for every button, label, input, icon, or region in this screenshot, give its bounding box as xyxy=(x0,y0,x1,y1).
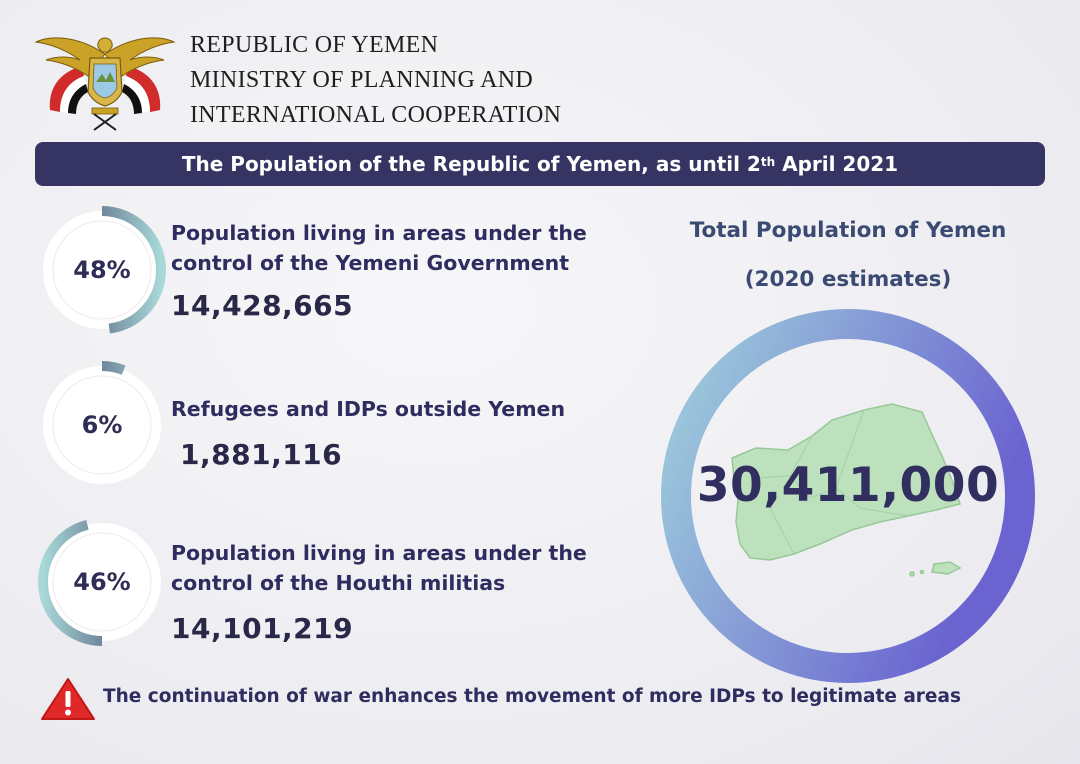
banner-title-start: The Population of the Republic of Yemen, as until 2 xyxy=(181,152,761,176)
title-banner: The Population of the Republic of Yemen, as until 2 $^{th}$ April 2021 xyxy=(35,142,1045,186)
total-title-line-2: (2020 estimates) xyxy=(744,267,952,292)
stat-label-government-line-2: control of the Yemeni Government xyxy=(171,251,569,275)
stat-label-houthi xyxy=(171,538,587,598)
ministry-line-1: REPUBLIC OF YEMEN xyxy=(190,32,439,58)
stat-label-houthi-line-1: Population living in areas under the xyxy=(171,541,587,565)
stat-percent-refugees: 6% xyxy=(81,411,123,439)
stat-value-houthi: 14,101,219 xyxy=(171,612,354,645)
crossed-banners xyxy=(94,114,116,130)
total-title-line-1: Total Population of Yemen xyxy=(689,218,1007,243)
ministry-name xyxy=(190,28,561,133)
stat-value-government: 14,428,665 xyxy=(171,289,354,322)
ministry-line-3: INTERNATIONAL COOPERATION xyxy=(190,102,562,128)
stat-percent-houthi: 46% xyxy=(73,568,131,596)
stat-value-refugees: 1,881,116 xyxy=(180,438,343,471)
total-population-value: 30,411,000 xyxy=(696,458,1000,513)
stat-label-refugees-line-1: Refugees and IDPs outside Yemen xyxy=(171,397,566,421)
yemen-eagle-emblem-icon xyxy=(30,30,180,134)
flag-right xyxy=(122,66,160,114)
stat-label-houthi-line-2: control of the Houthi militias xyxy=(171,571,506,595)
ministry-line-2: MINISTRY OF PLANNING AND xyxy=(190,67,534,93)
flag-left xyxy=(50,66,88,114)
warning-triangle-icon xyxy=(40,676,96,722)
stat-label-government xyxy=(171,218,587,278)
stat-label-refugees xyxy=(171,394,565,424)
stat-percent-government: 48% xyxy=(73,256,131,284)
warning-text: The continuation of war enhances the movement of more IDPs to legitimate areas xyxy=(103,686,961,707)
total-title xyxy=(650,206,1046,304)
banner-title-end: April 2021 xyxy=(775,152,899,176)
stat-label-government-line-1: Population living in areas under the xyxy=(171,221,587,245)
